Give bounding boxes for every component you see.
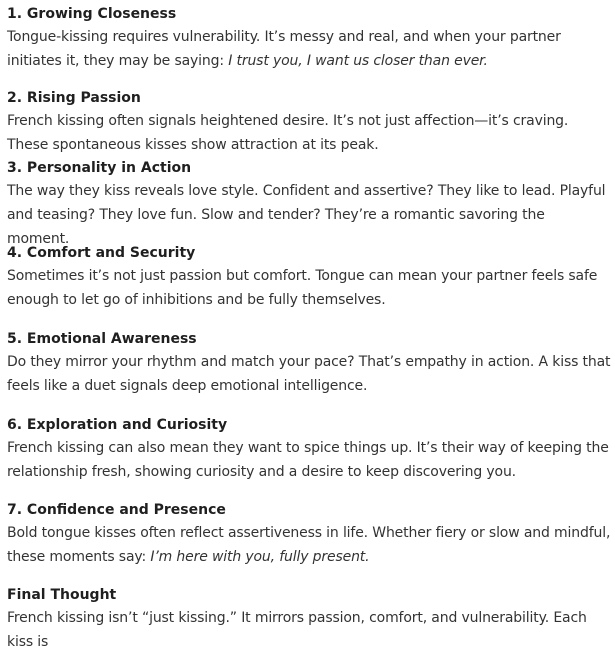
section-comfort-and-security bbox=[7, 242, 611, 312]
section-growing-closeness bbox=[7, 3, 611, 73]
section-heading: 3. Personality in Action bbox=[7, 160, 192, 176]
section-heading: 1. Growing Closeness bbox=[7, 6, 177, 22]
section-text-plain: Tongue-kissing requires vulnerability. It’s messy and real, and when your partner initiates it, they may be saying: bbox=[7, 29, 561, 69]
section-personality-in-action bbox=[7, 157, 611, 251]
section-exploration-and-curiosity bbox=[7, 414, 611, 484]
section-text-italic: I’m here with you, fully present. bbox=[150, 549, 370, 565]
section-text: Sometimes it’s not just passion but comfort. Tongue can mean your partner feels safe enough to let go of inhibitions and be fully themselves. bbox=[7, 268, 598, 308]
section-heading: 5. Emotional Awareness bbox=[7, 331, 197, 347]
section-text: Do they mirror your rhythm and match your pace? That’s empathy in action. A kiss that feels like a duet signals deep emotional intelligence. bbox=[7, 354, 611, 394]
section-text: French kissing isn’t “just kissing.” It mirrors passion, comfort, and vulnerability. Each kiss is bbox=[7, 610, 587, 650]
section-confidence-and-presence bbox=[7, 499, 611, 569]
section-heading: Final Thought bbox=[7, 587, 117, 603]
section-text-italic: I trust you, I want us closer than ever. bbox=[228, 53, 488, 69]
section-heading: 7. Confidence and Presence bbox=[7, 502, 226, 518]
section-emotional-awareness bbox=[7, 328, 611, 398]
section-heading: 2. Rising Passion bbox=[7, 90, 141, 106]
section-final-thought bbox=[7, 584, 611, 654]
section-text bbox=[7, 521, 611, 569]
section-text: French kissing can also mean they want to spice things up. It’s their way of keeping the relationship fresh, showing curiosity and a desire to keep discovering you. bbox=[7, 440, 609, 480]
section-heading: 4. Comfort and Security bbox=[7, 245, 196, 261]
section-text: The way they kiss reveals love style. Confident and assertive? They like to lead. Playful and teasing? They love fun. Slow and tender? They’re a romantic savoring the moment. bbox=[7, 183, 606, 247]
section-text: French kissing often signals heightened desire. It’s not just affection—it’s craving. These spontaneous kisses show attraction at its peak. bbox=[7, 113, 569, 153]
section-heading: 6. Exploration and Curiosity bbox=[7, 417, 228, 433]
section-text-plain: Bold tongue kisses often reflect assertiveness in life. Whether fiery or slow and mindful, these moments say: bbox=[7, 525, 611, 565]
section-text bbox=[7, 25, 611, 73]
section-rising-passion bbox=[7, 87, 611, 157]
